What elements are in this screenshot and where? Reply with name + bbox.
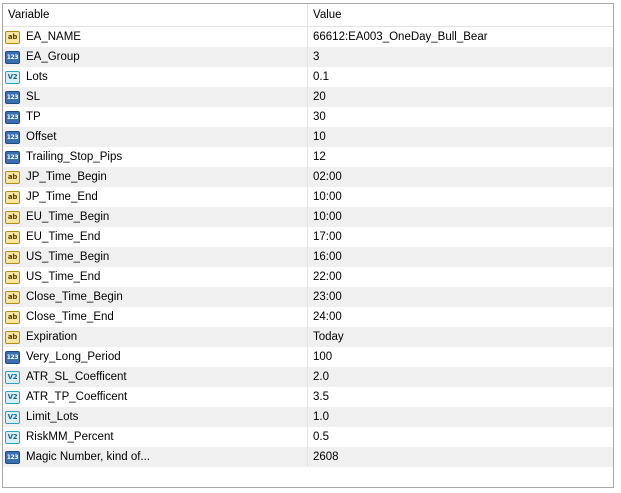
string-type-icon: ab xyxy=(5,191,20,204)
value-cell[interactable]: 24:00 xyxy=(313,311,342,323)
table-row[interactable] xyxy=(3,147,613,167)
variable-name: Lots xyxy=(26,71,48,83)
value-cell[interactable]: 12 xyxy=(313,151,326,163)
value-cell[interactable]: 0.1 xyxy=(313,71,329,83)
variable-name: Close_Time_Begin xyxy=(26,291,123,303)
column-header-value[interactable]: Value xyxy=(313,9,342,21)
variable-cell[interactable] xyxy=(3,227,308,247)
value-cell[interactable]: 0.5 xyxy=(313,431,329,443)
variable-cell[interactable] xyxy=(3,107,308,127)
variable-cell[interactable] xyxy=(3,187,308,207)
variable-name: Close_Time_End xyxy=(26,311,114,323)
string-type-icon: ab xyxy=(5,211,20,224)
variable-cell[interactable] xyxy=(3,327,308,347)
value-cell[interactable]: 2.0 xyxy=(313,371,329,383)
variable-name: US_Time_End xyxy=(26,271,101,283)
integer-type-icon: 123 xyxy=(5,91,20,104)
variable-name: Offset xyxy=(26,131,57,143)
string-type-icon: ab xyxy=(5,271,20,284)
variable-name: EU_Time_End xyxy=(26,231,101,243)
variable-name: Very_Long_Period xyxy=(26,351,121,363)
value-cell[interactable]: 2608 xyxy=(313,451,339,463)
inputs-grid xyxy=(2,3,614,488)
variable-name: RiskMM_Percent xyxy=(26,431,114,443)
table-row[interactable] xyxy=(3,127,613,147)
integer-type-icon: 123 xyxy=(5,51,20,64)
variable-cell[interactable] xyxy=(3,287,308,307)
variable-cell[interactable] xyxy=(3,167,308,187)
variable-name: US_Time_Begin xyxy=(26,251,110,263)
double-type-icon: V2 xyxy=(5,431,20,444)
variable-cell[interactable] xyxy=(3,247,308,267)
variable-name: JP_Time_End xyxy=(26,191,98,203)
variable-cell[interactable] xyxy=(3,207,308,227)
value-cell[interactable]: 02:00 xyxy=(313,171,342,183)
variable-cell[interactable] xyxy=(3,407,308,427)
variable-name: JP_Time_Begin xyxy=(26,171,107,183)
double-type-icon: V2 xyxy=(5,411,20,424)
variable-name: TP xyxy=(26,111,41,123)
variable-name: Trailing_Stop_Pips xyxy=(26,151,123,163)
column-header-variable[interactable]: Variable xyxy=(3,4,308,26)
variable-name: EA_NAME xyxy=(26,31,81,43)
value-cell[interactable]: 20 xyxy=(313,91,326,103)
table-row[interactable] xyxy=(3,87,613,107)
variable-name: ATR_SL_Coefficent xyxy=(26,371,127,383)
table-row[interactable] xyxy=(3,267,613,287)
variable-name: SL xyxy=(26,91,41,103)
variable-name: Limit_Lots xyxy=(26,411,79,423)
value-cell[interactable]: 16:00 xyxy=(313,251,342,263)
variable-cell[interactable] xyxy=(3,147,308,167)
variable-cell[interactable] xyxy=(3,87,308,107)
variable-name: ATR_TP_Coefficent xyxy=(26,391,128,403)
integer-type-icon: 123 xyxy=(5,131,20,144)
value-cell[interactable]: 66612:EA003_OneDay_Bull_Bear xyxy=(313,31,488,43)
table-row[interactable] xyxy=(3,187,613,207)
integer-type-icon: 123 xyxy=(5,111,20,124)
string-type-icon: ab xyxy=(5,331,20,344)
variable-cell[interactable] xyxy=(3,127,308,147)
grid-header xyxy=(3,4,613,27)
table-row[interactable] xyxy=(3,207,613,227)
string-type-icon: ab xyxy=(5,311,20,324)
variable-name: EU_Time_Begin xyxy=(26,211,110,223)
variable-cell[interactable] xyxy=(3,347,308,367)
table-row[interactable] xyxy=(3,107,613,127)
double-type-icon: V2 xyxy=(5,71,20,84)
table-row[interactable] xyxy=(3,407,613,427)
value-cell[interactable]: 3.5 xyxy=(313,391,329,403)
value-cell[interactable]: 17:00 xyxy=(313,231,342,243)
value-cell[interactable]: 10:00 xyxy=(313,191,342,203)
value-cell[interactable]: 23:00 xyxy=(313,291,342,303)
string-type-icon: ab xyxy=(5,231,20,244)
string-type-icon: ab xyxy=(5,291,20,304)
table-row[interactable] xyxy=(3,167,613,187)
value-cell[interactable]: 10:00 xyxy=(313,211,342,223)
double-type-icon: V2 xyxy=(5,371,20,384)
string-type-icon: ab xyxy=(5,251,20,264)
table-row[interactable] xyxy=(3,227,613,247)
integer-type-icon: 123 xyxy=(5,151,20,164)
value-cell[interactable]: 3 xyxy=(313,51,320,63)
string-type-icon: ab xyxy=(5,171,20,184)
string-type-icon: ab xyxy=(5,31,20,44)
table-row[interactable] xyxy=(3,307,613,327)
variable-cell[interactable] xyxy=(3,427,308,447)
value-cell[interactable]: 10 xyxy=(313,131,326,143)
table-row[interactable] xyxy=(3,287,613,307)
table-row[interactable] xyxy=(3,347,613,367)
table-row[interactable] xyxy=(3,47,613,67)
table-row[interactable] xyxy=(3,447,613,467)
variable-cell[interactable] xyxy=(3,387,308,407)
variable-cell[interactable] xyxy=(3,307,308,327)
value-cell[interactable]: 22:00 xyxy=(313,271,342,283)
table-row[interactable] xyxy=(3,367,613,387)
variable-name: Expiration xyxy=(26,331,78,343)
value-cell[interactable]: 100 xyxy=(313,351,333,363)
variable-cell[interactable] xyxy=(3,67,308,87)
variable-name: Magic Number, kind of... xyxy=(26,451,150,463)
value-cell[interactable]: Today xyxy=(313,331,344,343)
variable-cell[interactable] xyxy=(3,47,308,67)
table-row[interactable] xyxy=(3,27,613,47)
integer-type-icon: 123 xyxy=(5,451,20,464)
variable-name: EA_Group xyxy=(26,51,80,63)
variable-cell[interactable] xyxy=(3,27,308,47)
variable-cell[interactable] xyxy=(3,367,308,387)
table-row[interactable] xyxy=(3,67,613,87)
table-row[interactable] xyxy=(3,247,613,267)
integer-type-icon: 123 xyxy=(5,351,20,364)
table-row[interactable] xyxy=(3,387,613,407)
grid-body xyxy=(3,27,613,467)
table-row[interactable] xyxy=(3,427,613,447)
variable-cell[interactable] xyxy=(3,447,308,467)
value-cell[interactable]: 30 xyxy=(313,111,326,123)
double-type-icon: V2 xyxy=(5,391,20,404)
variable-cell[interactable] xyxy=(3,267,308,287)
table-row[interactable] xyxy=(3,327,613,347)
value-cell[interactable]: 1.0 xyxy=(313,411,329,423)
